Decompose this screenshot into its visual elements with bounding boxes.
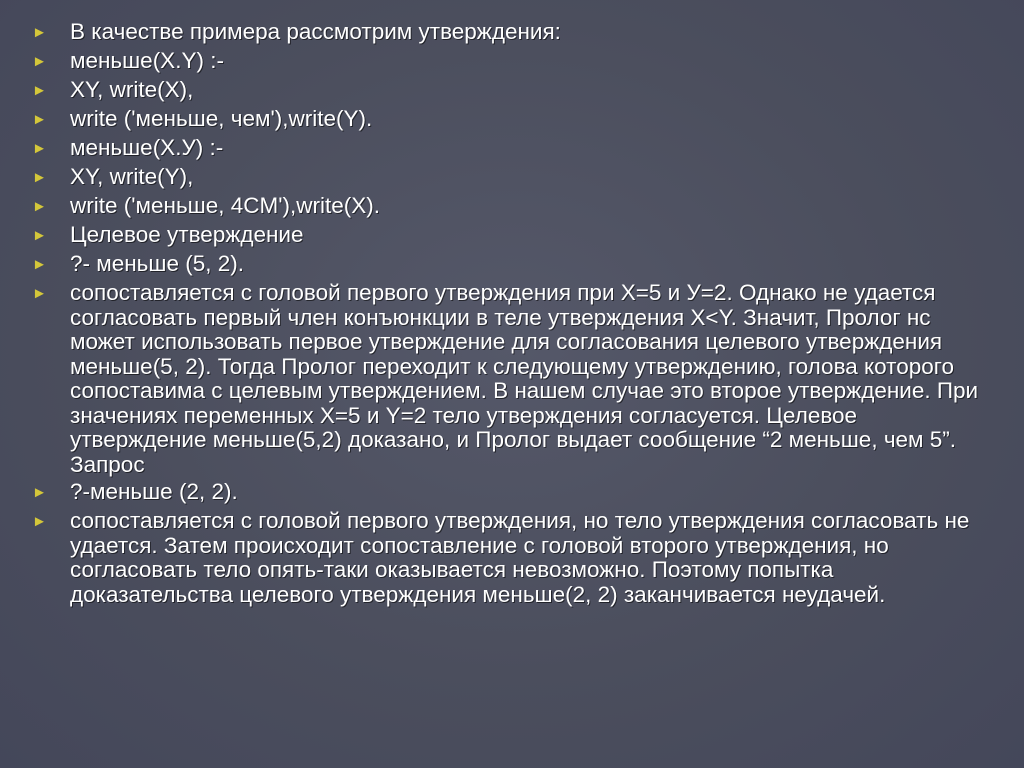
list-item xyxy=(30,252,990,278)
bullet-arrow-icon: ► xyxy=(32,285,47,302)
bullet-text: write ('меньше, чем'),write(Y). xyxy=(70,106,373,131)
bullet-text: меньше(X.Y) :- xyxy=(70,48,224,73)
bullet-list xyxy=(30,20,990,610)
list-item xyxy=(30,165,990,191)
list-item xyxy=(30,136,990,162)
bullet-text: write ('меньше, 4CM'),write(X). xyxy=(70,193,381,218)
bullet-arrow-icon: ► xyxy=(32,53,47,70)
list-item xyxy=(30,480,990,506)
bullet-arrow-icon: ► xyxy=(32,24,47,41)
list-item xyxy=(30,49,990,75)
list-item xyxy=(30,78,990,104)
list-item xyxy=(30,223,990,249)
bullet-arrow-icon: ► xyxy=(32,256,47,273)
list-item xyxy=(30,107,990,133)
bullet-arrow-icon: ► xyxy=(32,484,47,501)
bullet-arrow-icon: ► xyxy=(32,82,47,99)
bullet-arrow-icon: ► xyxy=(32,198,47,215)
bullet-text: сопоставляется с головой первого утверждения при Х=5 и У=2. Однако не удается согласовать первый член конъюнкции в теле утверждения X<Y. Значит, Пролог нс может использовать первое утверждение для согласования целевого утверждения меньше(5, 2). Тогда Пролог переходит к следующему утверждению, голова которого сопоставима с целевым утверждением. В нашем случае это второе утверждение. При значениях переменных Х=5 и Y=2 тело утверждения согласуется. Целевое утверждение меньше(5,2) доказано, и Пролог выдает сообщение “2 меньше, чем 5”. Запрос xyxy=(70,280,985,477)
bullet-arrow-icon: ► xyxy=(32,513,47,530)
bullet-arrow-icon: ► xyxy=(32,227,47,244)
bullet-text: меньше(Х.У) :- xyxy=(70,135,224,160)
list-item xyxy=(30,509,990,607)
bullet-text: сопоставляется с головой первого утверждения, но тело утверждения согласовать не удается. Затем происходит сопоставление с головой второго утверждения, но согласовать тело опять-таки оказывается невозможно. Поэтому попытка доказательства целевого утверждения меньше(2, 2) заканчивается неудачей. xyxy=(70,508,976,607)
list-item xyxy=(30,20,990,46)
list-item xyxy=(30,194,990,220)
bullet-arrow-icon: ► xyxy=(32,169,47,186)
bullet-text: ?-меньше (2, 2). xyxy=(70,479,238,504)
bullet-text: XY, write(Y), xyxy=(70,164,194,189)
bullet-text: В качестве примера рассмотрим утверждения: xyxy=(70,19,561,44)
list-item xyxy=(30,281,990,477)
bullet-arrow-icon: ► xyxy=(32,140,47,157)
bullet-arrow-icon: ► xyxy=(32,111,47,128)
bullet-text: XY, write(X), xyxy=(70,77,194,102)
bullet-text: Целевое утверждение xyxy=(70,222,304,247)
bullet-text: ?- меньше (5, 2). xyxy=(70,251,244,276)
